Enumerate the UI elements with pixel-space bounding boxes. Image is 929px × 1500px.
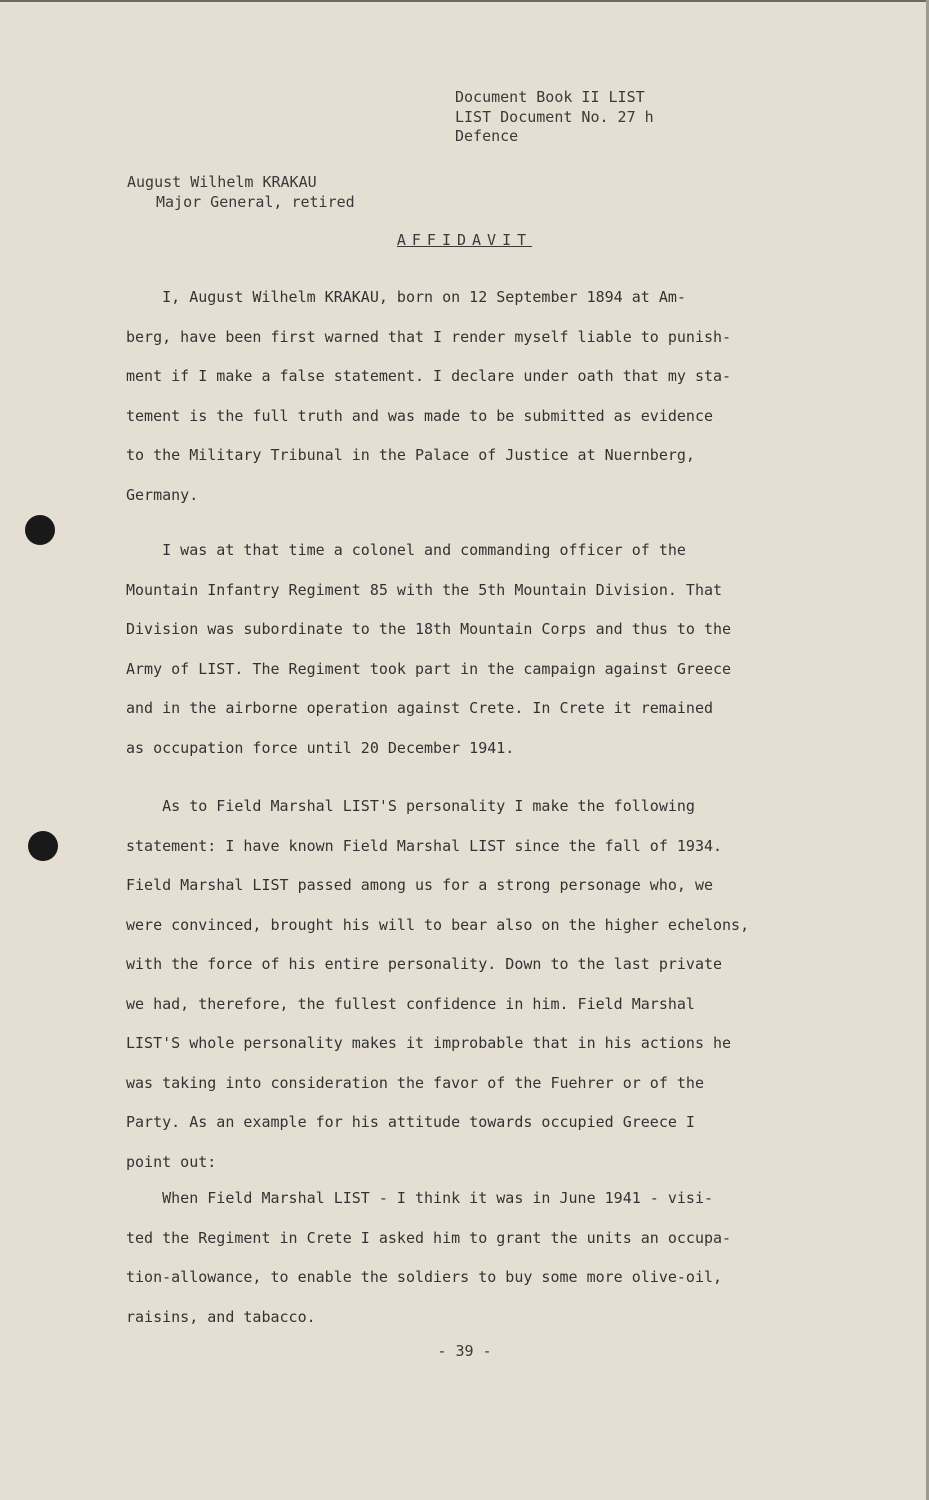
text-line: Division was subordinate to the 18th Mountain Corps and thus to the — [126, 620, 732, 638]
text-line: raisins, and tabacco. — [126, 1307, 316, 1326]
text-line: Mountain Infantry Regiment 85 with the 5th Mountain Division. That — [126, 580, 723, 599]
document-book-line: Document Book II LIST — [455, 88, 645, 106]
text-line: ment if I make a false statement. I declare under oath that my sta- — [126, 367, 732, 385]
text-line: point out: — [126, 1152, 217, 1171]
paragraph-crete-visit — [126, 1189, 806, 1347]
punch-hole — [25, 515, 55, 545]
text-line: Party. As an example for his attitude towards occupied Greece I — [126, 1113, 695, 1131]
text-line: LIST'S whole personality makes it improbable that in his actions he — [126, 1034, 732, 1052]
text-line: as occupation force until 20 December 1941. — [126, 738, 515, 757]
text-line: As to Field Marshal LIST'S personality I make the following — [126, 797, 695, 815]
text-line: Army of LIST. The Regiment took part in the campaign against Greece — [126, 659, 732, 678]
document-title: AFFIDAVIT — [396, 231, 533, 249]
paragraph-service — [126, 541, 806, 778]
text-line: I was at that time a colonel and commanding officer of the — [126, 541, 686, 559]
document-number-line: LIST Document No. 27 h — [455, 107, 654, 126]
text-line: Field Marshal LIST passed among us for a strong personage who, we — [126, 876, 713, 894]
text-line: ted the Regiment in Crete I asked him to grant the units an occupa- — [126, 1228, 732, 1247]
defence-line: Defence — [455, 127, 519, 145]
text-line: we had, therefore, the fullest confidence in him. Field Marshal — [126, 994, 695, 1013]
document-reference-header — [455, 88, 654, 147]
affiant-name: August Wilhelm KRAKAU — [127, 173, 317, 191]
text-line: and in the airborne operation against Crete. In Crete it remained — [126, 699, 713, 717]
page-top-edge — [0, 0, 929, 2]
page-number: - 39 - — [437, 1342, 492, 1360]
text-line: berg, have been first warned that I render myself liable to punish- — [126, 327, 732, 346]
text-line: I, August Wilhelm KRAKAU, born on 12 September 1894 at Am- — [126, 288, 686, 306]
text-line: with the force of his entire personality. Down to the last private — [126, 955, 723, 973]
affiant-block — [127, 173, 355, 212]
text-line: Germany. — [126, 485, 199, 504]
paragraph-oath — [126, 288, 806, 525]
paragraph-personality — [126, 797, 806, 1192]
text-line: statement: I have known Field Marshal LIST since the fall of 1934. — [126, 836, 723, 855]
text-line: was taking into consideration the favor of the Fuehrer or of the — [126, 1073, 704, 1092]
text-line: were convinced, brought his will to bear also on the higher echelons, — [126, 915, 750, 934]
text-line: When Field Marshal LIST - I think it was in June 1941 - visi- — [126, 1189, 713, 1207]
text-line: tement is the full truth and was made to be submitted as evidence — [126, 406, 713, 425]
affiant-rank: Major General, retired — [156, 192, 355, 211]
text-line: to the Military Tribunal in the Palace of Justice at Nuernberg, — [126, 446, 695, 464]
punch-hole — [28, 831, 58, 861]
text-line: tion-allowance, to enable the soldiers to buy some more olive-oil, — [126, 1268, 723, 1286]
